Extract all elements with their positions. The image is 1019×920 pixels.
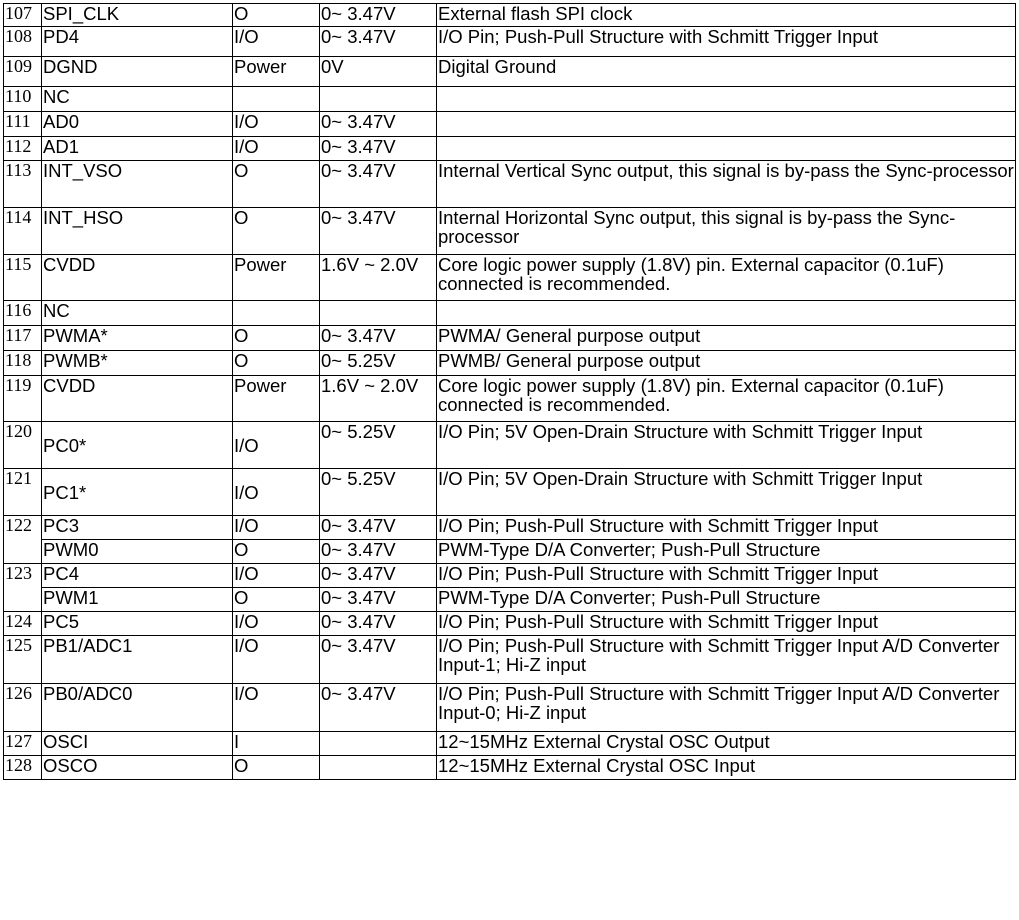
pin-description: I/O Pin; 5V Open-Drain Structure with Schmitt Trigger Input (437, 422, 1016, 469)
pin-description: I/O Pin; Push-Pull Structure with Schmitt Trigger Input (437, 27, 1016, 57)
pin-voltage: 0~ 3.47V (320, 540, 437, 564)
pin-type: I/O (233, 636, 320, 684)
pin-voltage: 0~ 3.47V (320, 4, 437, 27)
pin-number: 128 (4, 756, 42, 780)
pin-type: I/O (233, 684, 320, 732)
table-row (4, 255, 1016, 301)
table-row (4, 469, 1016, 516)
pin-type: O (233, 208, 320, 255)
pin-voltage: 0~ 5.25V (320, 351, 437, 376)
pin-name: PC3 (42, 516, 233, 540)
pin-description: PWMB/ General purpose output (437, 351, 1016, 376)
pin-voltage (320, 301, 437, 326)
pin-description: Core logic power supply (1.8V) pin. External capacitor (0.1uF) connected is recommended. (437, 376, 1016, 422)
pin-description: I/O Pin; Push-Pull Structure with Schmitt Trigger Input (437, 516, 1016, 540)
pin-name: PWM1 (42, 588, 233, 612)
table-row (4, 87, 1016, 112)
pin-voltage (320, 732, 437, 756)
pin-type: I/O (233, 422, 320, 469)
pin-type: I/O (233, 516, 320, 540)
pin-description: PWMA/ General purpose output (437, 326, 1016, 351)
pin-type: I/O (233, 564, 320, 588)
table-row (4, 684, 1016, 732)
pin-number: 119 (4, 376, 42, 422)
table-row (4, 4, 1016, 27)
pin-type: I/O (233, 469, 320, 516)
pin-type (233, 87, 320, 112)
pin-type: O (233, 540, 320, 564)
table-row (4, 326, 1016, 351)
table-row (4, 351, 1016, 376)
pin-number: 113 (4, 161, 42, 208)
pin-voltage: 0~ 3.47V (320, 684, 437, 732)
table-row (4, 612, 1016, 636)
table-row (4, 301, 1016, 326)
pin-type: Power (233, 255, 320, 301)
pin-name: PD4 (42, 27, 233, 57)
pin-name: OSCO (42, 756, 233, 780)
pin-description: External flash SPI clock (437, 4, 1016, 27)
pin-number: 112 (4, 137, 42, 161)
pin-name: CVDD (42, 376, 233, 422)
pin-type: O (233, 588, 320, 612)
pin-voltage: 0~ 3.47V (320, 112, 437, 137)
pin-name: INT_VSO (42, 161, 233, 208)
pin-type: I (233, 732, 320, 756)
pin-description (437, 112, 1016, 137)
pin-name: AD1 (42, 137, 233, 161)
pin-name: CVDD (42, 255, 233, 301)
pin-number: 121 (4, 469, 42, 516)
table-row (4, 588, 1016, 612)
pin-number: 117 (4, 326, 42, 351)
pin-description: PWM-Type D/A Converter; Push-Pull Structure (437, 588, 1016, 612)
pin-type: Power (233, 376, 320, 422)
pin-number: 123 (4, 564, 42, 612)
pin-name: PC4 (42, 564, 233, 588)
pin-voltage: 0V (320, 57, 437, 87)
pin-voltage: 0~ 3.47V (320, 516, 437, 540)
pin-number: 122 (4, 516, 42, 564)
pin-voltage: 0~ 3.47V (320, 564, 437, 588)
pin-type: O (233, 161, 320, 208)
pin-number: 118 (4, 351, 42, 376)
pin-description: 12~15MHz External Crystal OSC Output (437, 732, 1016, 756)
pin-voltage: 0~ 3.47V (320, 161, 437, 208)
pin-name: DGND (42, 57, 233, 87)
table-row (4, 636, 1016, 684)
pin-number: 114 (4, 208, 42, 255)
pin-number: 115 (4, 255, 42, 301)
table-row (4, 540, 1016, 564)
pin-name: PC5 (42, 612, 233, 636)
pin-voltage: 0~ 3.47V (320, 27, 437, 57)
pin-voltage: 1.6V ~ 2.0V (320, 376, 437, 422)
pin-voltage (320, 87, 437, 112)
table-row (4, 516, 1016, 540)
pin-number: 125 (4, 636, 42, 684)
table-row (4, 732, 1016, 756)
pin-voltage: 0~ 5.25V (320, 422, 437, 469)
pin-voltage (320, 756, 437, 780)
pin-description: I/O Pin; Push-Pull Structure with Schmitt Trigger Input A/D Converter Input-1; Hi-Z input (437, 636, 1016, 684)
pin-number: 109 (4, 57, 42, 87)
pin-number: 110 (4, 87, 42, 112)
table-row (4, 112, 1016, 137)
table-row (4, 376, 1016, 422)
pin-name: PB1/ADC1 (42, 636, 233, 684)
pin-description: Internal Horizontal Sync output, this signal is by-pass the Sync-processor (437, 208, 1016, 255)
pin-name: OSCI (42, 732, 233, 756)
pin-name: SPI_CLK (42, 4, 233, 27)
pin-name: PWMB* (42, 351, 233, 376)
pin-description (437, 87, 1016, 112)
pin-voltage: 1.6V ~ 2.0V (320, 255, 437, 301)
pin-voltage: 0~ 3.47V (320, 636, 437, 684)
table-row (4, 27, 1016, 57)
pin-description: 12~15MHz External Crystal OSC Input (437, 756, 1016, 780)
pin-name: PWMA* (42, 326, 233, 351)
pin-description: I/O Pin; Push-Pull Structure with Schmitt Trigger Input A/D Converter Input-0; Hi-Z input (437, 684, 1016, 732)
pin-type: O (233, 756, 320, 780)
pin-description-table (3, 3, 1016, 780)
pin-description (437, 301, 1016, 326)
pin-type (233, 301, 320, 326)
pin-name: NC (42, 301, 233, 326)
pin-number: 124 (4, 612, 42, 636)
pin-description: I/O Pin; 5V Open-Drain Structure with Schmitt Trigger Input (437, 469, 1016, 516)
pin-name: INT_HSO (42, 208, 233, 255)
pin-voltage: 0~ 3.47V (320, 588, 437, 612)
pin-type: I/O (233, 27, 320, 57)
pin-type: O (233, 326, 320, 351)
table-row (4, 756, 1016, 780)
pin-number: 126 (4, 684, 42, 732)
table-row (4, 208, 1016, 255)
pin-type: I/O (233, 137, 320, 161)
table-row (4, 57, 1016, 87)
pin-voltage: 0~ 5.25V (320, 469, 437, 516)
pin-number: 107 (4, 4, 42, 27)
pin-type: Power (233, 57, 320, 87)
pin-number: 108 (4, 27, 42, 57)
pin-type: I/O (233, 612, 320, 636)
pin-type: O (233, 351, 320, 376)
pin-number: 120 (4, 422, 42, 469)
pin-description: Digital Ground (437, 57, 1016, 87)
table-row (4, 137, 1016, 161)
pin-description: I/O Pin; Push-Pull Structure with Schmitt Trigger Input (437, 564, 1016, 588)
pin-name: AD0 (42, 112, 233, 137)
pin-voltage: 0~ 3.47V (320, 137, 437, 161)
pin-name: PC0* (42, 422, 233, 469)
pin-description: I/O Pin; Push-Pull Structure with Schmitt Trigger Input (437, 612, 1016, 636)
pin-description (437, 137, 1016, 161)
pin-voltage: 0~ 3.47V (320, 208, 437, 255)
pin-description: PWM-Type D/A Converter; Push-Pull Structure (437, 540, 1016, 564)
table-row (4, 161, 1016, 208)
pin-name: PWM0 (42, 540, 233, 564)
table-row (4, 422, 1016, 469)
pin-number: 116 (4, 301, 42, 326)
pin-description: Internal Vertical Sync output, this signal is by-pass the Sync-processor (437, 161, 1016, 208)
pin-name: PB0/ADC0 (42, 684, 233, 732)
table-row (4, 564, 1016, 588)
pin-type: O (233, 4, 320, 27)
pin-number: 111 (4, 112, 42, 137)
pin-type: I/O (233, 112, 320, 137)
pin-number: 127 (4, 732, 42, 756)
pin-description: Core logic power supply (1.8V) pin. External capacitor (0.1uF) connected is recommended. (437, 255, 1016, 301)
pin-name: NC (42, 87, 233, 112)
pin-name: PC1* (42, 469, 233, 516)
pin-voltage: 0~ 3.47V (320, 326, 437, 351)
pin-voltage: 0~ 3.47V (320, 612, 437, 636)
